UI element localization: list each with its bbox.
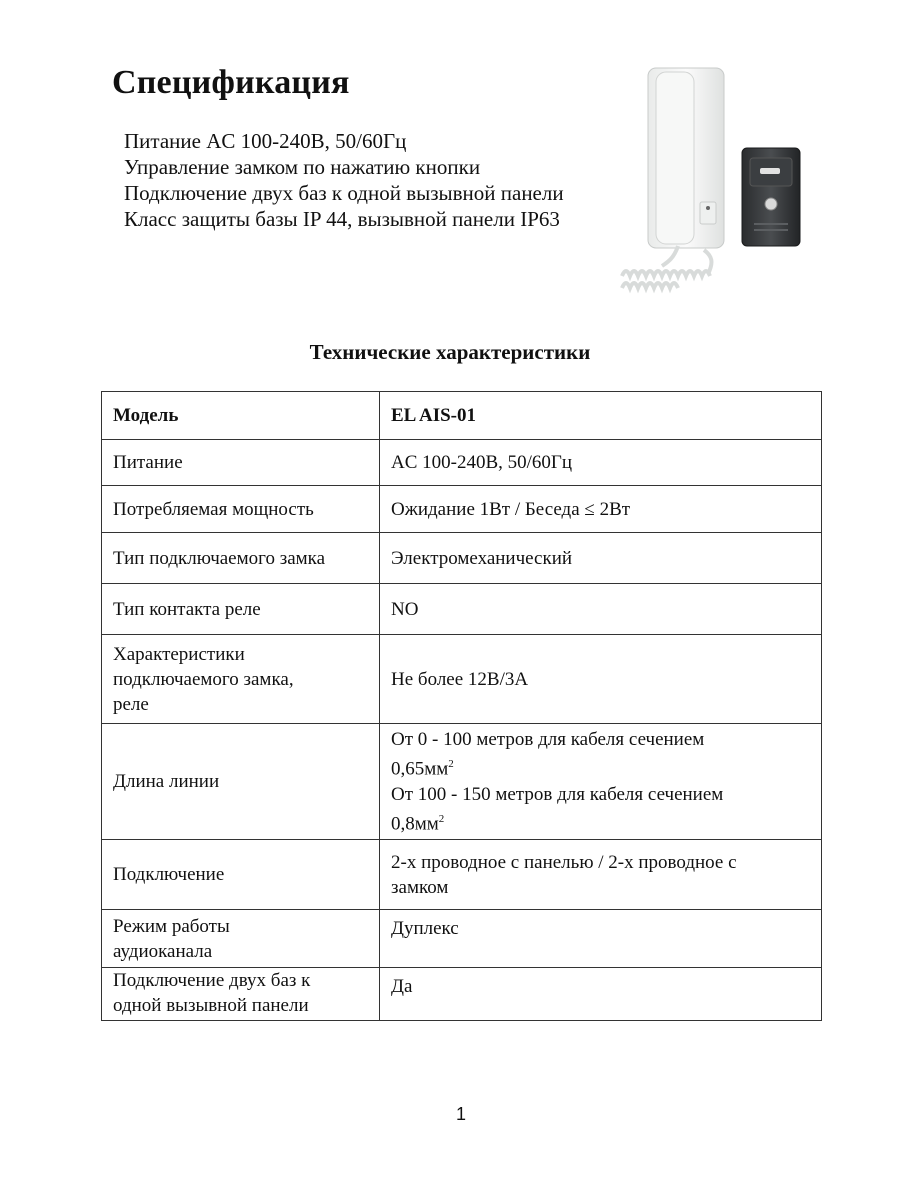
- table-cell-value: Дуплекс: [380, 910, 822, 968]
- coiled-cord-icon: [622, 246, 711, 288]
- value-line: [391, 752, 813, 781]
- label-line: Подключение двух баз к: [113, 970, 311, 991]
- call-panel: [742, 148, 800, 246]
- label-line: одной вызывной панели: [113, 995, 309, 1016]
- table-cell-label: [102, 968, 380, 1021]
- table-cell-value: [380, 724, 822, 840]
- value-line: замком: [391, 876, 449, 898]
- page-number: 1: [455, 1104, 466, 1124]
- table-cell-value: Электромеханический: [380, 533, 822, 584]
- unit-text: 0,65мм: [391, 758, 449, 780]
- label-line: Режим работы: [113, 915, 230, 937]
- value-line: [391, 807, 813, 836]
- label-line: подключаемого замка,: [113, 668, 294, 690]
- table-cell-label: Тип подключаемого замка: [102, 533, 380, 584]
- unit-exponent: 2: [438, 812, 445, 825]
- table-cell-value: [380, 840, 822, 910]
- spec-line: Подключение двух баз к одной вызывной панели: [124, 181, 564, 205]
- value-line: 2-х проводное с панелью / 2-х проводное с: [391, 851, 737, 873]
- table-row: [102, 968, 822, 1021]
- table-header-row: [102, 392, 822, 440]
- table-cell-label: Тип контакта реле: [102, 584, 380, 635]
- table-row: [102, 635, 822, 724]
- table-cell-value: AC 100-240В, 50/60Гц: [380, 440, 822, 486]
- spec-line: Класс защиты базы IP 44, вызывной панели IP63: [124, 207, 560, 231]
- table-cell-value: NO: [380, 584, 822, 635]
- table-row: [102, 486, 822, 533]
- table-cell-label: Модель: [102, 392, 380, 440]
- value-line: От 0 - 100 метров для кабеля сечением: [391, 729, 705, 751]
- table-row: [102, 910, 822, 968]
- table-row: [102, 584, 822, 635]
- table-cell-label: [102, 910, 380, 968]
- spec-line: Управление замком по нажатию кнопки: [124, 155, 481, 179]
- table-row: [102, 440, 822, 486]
- unit-text: 0,8мм: [391, 812, 439, 834]
- label-line: аудиоканала: [113, 940, 213, 962]
- label-line: Характеристики: [113, 643, 245, 665]
- label-line: реле: [113, 693, 149, 715]
- unit-exponent: 2: [448, 758, 454, 771]
- spec-line: Питание AC 100-240В, 50/60Гц: [124, 129, 407, 153]
- table-cell-label: Подключение: [102, 840, 380, 910]
- specifications-table: [101, 391, 822, 1021]
- page-title: Спецификация: [112, 64, 350, 101]
- section-title: Технические характеристики: [309, 340, 591, 364]
- table-cell-value: Ожидание 1Вт / Беседа ≤ 2Вт: [380, 486, 822, 533]
- table-row: [102, 724, 822, 840]
- intercom-product-image: [608, 62, 838, 302]
- table-cell-value: Не более 12В/3А: [380, 635, 822, 724]
- handset-base: [648, 68, 724, 248]
- table-row: [102, 840, 822, 910]
- table-cell-value: EL AIS-01: [380, 392, 822, 440]
- table-cell-label: [102, 635, 380, 724]
- table-row: [102, 533, 822, 584]
- spec-summary-list: [124, 128, 564, 232]
- table-cell-label: Длина линии: [102, 724, 380, 840]
- table-cell-value: Да: [380, 968, 822, 1021]
- value-line: От 100 - 150 метров для кабеля сечением: [391, 783, 724, 805]
- table-cell-label: Питание: [102, 440, 380, 486]
- table-cell-label: Потребляемая мощность: [102, 486, 380, 533]
